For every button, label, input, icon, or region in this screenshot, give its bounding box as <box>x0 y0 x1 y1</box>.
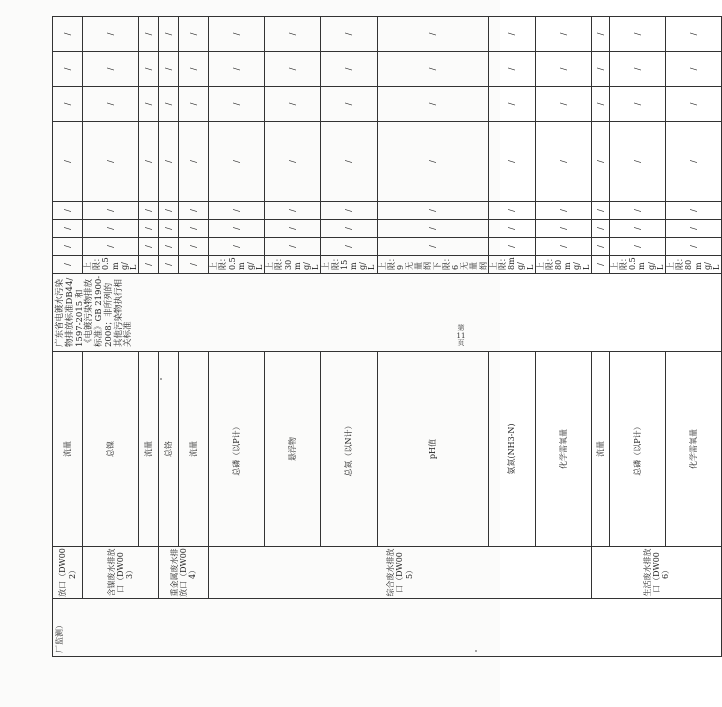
cell: / <box>159 52 179 87</box>
section-label: 厂监测） <box>53 599 722 657</box>
limit-tp: 上限：0.5mg/L <box>609 256 665 274</box>
cell: / <box>265 87 321 122</box>
outlet-dw006: 生活废水排放口（DW006） <box>591 547 721 599</box>
cell: / <box>535 122 591 202</box>
cell: / <box>159 17 179 52</box>
cell: / <box>83 202 139 220</box>
cell: / <box>591 122 609 202</box>
cell: / <box>321 238 377 256</box>
cell: / <box>179 52 209 87</box>
cell: / <box>139 220 159 238</box>
limit-cell: / <box>53 256 83 274</box>
cell: / <box>53 52 83 87</box>
cell: / <box>159 87 179 122</box>
table-row <box>53 17 83 657</box>
cell: / <box>139 52 159 87</box>
cell: / <box>53 87 83 122</box>
cell: / <box>665 122 721 202</box>
cell: / <box>609 122 665 202</box>
cell: / <box>535 87 591 122</box>
cell: / <box>83 238 139 256</box>
cell: / <box>53 202 83 220</box>
cell: / <box>321 87 377 122</box>
pollutant-ph: pH值 <box>377 352 488 547</box>
cell: / <box>665 238 721 256</box>
cell: / <box>665 220 721 238</box>
cell: / <box>377 52 488 87</box>
limit-ss: 上限：30mg/L <box>265 256 321 274</box>
cell: / <box>377 17 488 52</box>
pollutant-nickel: 总镍 <box>83 352 139 547</box>
limit-cod: 上限：80mg/L <box>665 256 721 274</box>
pollutant-tn: 总氮（以N计） <box>321 352 377 547</box>
limit-tp: 上限：0.5mg/L <box>209 256 265 274</box>
cell: / <box>377 202 488 220</box>
cell: / <box>591 52 609 87</box>
cell: / <box>209 202 265 220</box>
cell: / <box>53 238 83 256</box>
cell: / <box>377 87 488 122</box>
cell: / <box>83 220 139 238</box>
cell: / <box>321 202 377 220</box>
scan-speck <box>160 378 162 380</box>
limit-ph: 上限：9 无量纲 下限：6 无量纲 <box>377 256 488 274</box>
cell: / <box>179 87 209 122</box>
cell: / <box>83 87 139 122</box>
limit-cod: 上限：80mg/L <box>535 256 591 274</box>
cell: / <box>209 17 265 52</box>
cell: / <box>265 52 321 87</box>
cell: / <box>488 17 535 52</box>
limit-ni: 上限：0.5mg/L <box>83 256 139 274</box>
cell: / <box>591 256 609 274</box>
cell: / <box>535 220 591 238</box>
cell: / <box>209 87 265 122</box>
cell: / <box>139 256 159 274</box>
cell: / <box>159 122 179 202</box>
cell: / <box>265 238 321 256</box>
cell: / <box>609 220 665 238</box>
cell: / <box>139 238 159 256</box>
cell: / <box>591 220 609 238</box>
cell: / <box>83 122 139 202</box>
cell: / <box>159 220 179 238</box>
cell: / <box>535 238 591 256</box>
cell: / <box>83 17 139 52</box>
pollutant-chromium: 总铬 <box>159 352 179 547</box>
pollutant-nh3n: 氨氮(NH3-N) <box>488 352 535 547</box>
outlet-dw002: 放口（DW002） <box>53 547 83 599</box>
cell: / <box>665 87 721 122</box>
pollutant-cod: 化学需氧量 <box>535 352 591 547</box>
cell: / <box>488 122 535 202</box>
cell: / <box>139 87 159 122</box>
cell: / <box>665 52 721 87</box>
pollutant-flow: 流量 <box>53 352 83 547</box>
cell: / <box>488 220 535 238</box>
cell: / <box>139 202 159 220</box>
cell: / <box>535 202 591 220</box>
cell: / <box>321 122 377 202</box>
pollutant-tp: 总磷（以P计） <box>609 352 665 547</box>
cell: / <box>591 17 609 52</box>
cell: / <box>377 220 488 238</box>
cell: / <box>209 220 265 238</box>
cell: / <box>609 52 665 87</box>
cell: / <box>159 256 179 274</box>
cell: / <box>179 122 209 202</box>
cell: / <box>591 238 609 256</box>
cell: / <box>609 87 665 122</box>
cell: / <box>665 202 721 220</box>
cell: / <box>321 52 377 87</box>
pollutant-flow: 流量 <box>179 352 209 547</box>
cell: / <box>609 17 665 52</box>
cell: / <box>609 202 665 220</box>
cell: / <box>265 122 321 202</box>
cell: / <box>179 220 209 238</box>
cell: / <box>179 17 209 52</box>
cell: / <box>377 238 488 256</box>
pollutant-cod: 化学需氧量 <box>665 352 721 547</box>
cell: / <box>488 52 535 87</box>
outlet-dw005: 综合废水排放口（DW005） <box>209 547 592 599</box>
cell: / <box>265 220 321 238</box>
cell: / <box>665 17 721 52</box>
cell: / <box>265 202 321 220</box>
limit-nh3n: 上限：8mg/L <box>488 256 535 274</box>
monitoring-table <box>52 16 722 657</box>
cell: / <box>139 17 159 52</box>
cell: / <box>265 17 321 52</box>
cell: / <box>209 238 265 256</box>
cell: / <box>488 202 535 220</box>
page-number: 第 11 页 <box>456 324 466 348</box>
cell: / <box>53 122 83 202</box>
cell: / <box>53 220 83 238</box>
pollutant-flow: 流量 <box>139 352 159 547</box>
cell: / <box>179 202 209 220</box>
cell: / <box>209 122 265 202</box>
pollutant-flow: 流量 <box>591 352 609 547</box>
cell: / <box>321 17 377 52</box>
cell: / <box>377 122 488 202</box>
cell: / <box>609 238 665 256</box>
cell: / <box>139 122 159 202</box>
limit-tn: 上限：15mg/L <box>321 256 377 274</box>
pollutant-ss: 悬浮物 <box>265 352 321 547</box>
cell: / <box>535 52 591 87</box>
scan-speck <box>475 650 477 652</box>
cell: / <box>321 220 377 238</box>
cell: / <box>179 256 209 274</box>
outlet-dw004: 重金属废水排放口（DW004） <box>159 547 209 599</box>
cell: / <box>488 238 535 256</box>
pollutant-tp: 总磷（以P计） <box>209 352 265 547</box>
cell: / <box>53 17 83 52</box>
cell: / <box>591 202 609 220</box>
cell: / <box>83 52 139 87</box>
cell: / <box>179 238 209 256</box>
standard-text: 广东省电镀水污染物排放标准DB44/1597-2015 和《电镀污染物排放标准》GB 21900-2008；非所列的其他污染物执行相关标准 <box>53 274 722 352</box>
cell: / <box>209 52 265 87</box>
cell: / <box>488 87 535 122</box>
outlet-dw003: 含镍废水排放口（DW003） <box>83 547 159 599</box>
cell: / <box>159 238 179 256</box>
cell: / <box>535 17 591 52</box>
cell: / <box>591 87 609 122</box>
cell: / <box>159 202 179 220</box>
